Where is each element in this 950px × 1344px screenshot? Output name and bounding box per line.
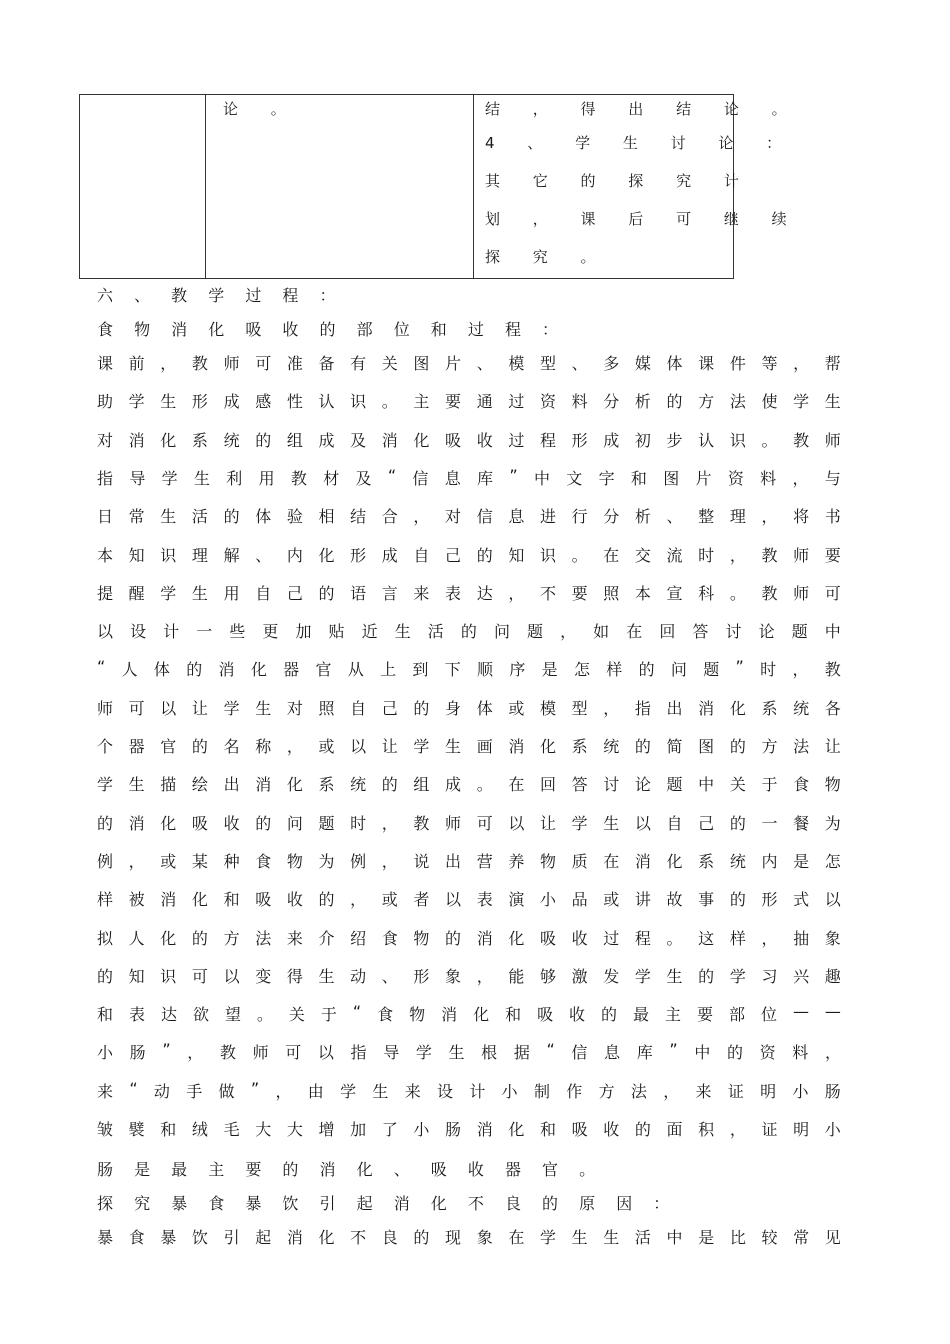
- text-line: 来 “ 动 手 做 ” ， 由 学 生 来 设 计 小 制 作 方 法 ， 来 证 明 小 肠: [97, 1078, 841, 1101]
- text-line: 以 设 计 一 些 更 加 贴 近 生 活 的 问 题 ， 如 在 回 答 讨 论 题 中: [97, 622, 841, 642]
- lesson-table: [79, 94, 801, 279]
- text-line: 对 消 化 系 统 的 组 成 及 消 化 吸 收 过 程 形 成 初 步 认 识 。 教 师: [97, 430, 841, 450]
- text-line: 日 常 生 活 的 体 验 相 结 合 ， 对 信 息 进 行 分 析 、 整 理 ， 将 书: [97, 507, 841, 527]
- table-cell-text: 4 、 学 生 讨 论 ：: [485, 134, 796, 152]
- text-line: 皱 襞 和 绒 毛 大 大 增 加 了 小 肠 消 化 和 吸 收 的 面 积 ， 证 明 小: [97, 1120, 841, 1139]
- table-cell-text: 划 ， 课 后 可 继 续: [485, 210, 801, 228]
- text-line: 样 被 消 化 和 吸 收 的 ， 或 者 以 表 演 小 品 或 讲 故 事 的 形 式 以: [97, 890, 841, 910]
- paragraph-last-line: 肠 是 最 主 要 的 消 化 、 吸 收 器 官 。: [97, 1160, 604, 1179]
- table-cell-text: 论 。: [223, 100, 300, 118]
- text-line: 本 知 识 理 解 、 内 化 形 成 自 己 的 知 识 。 在 交 流 时 ， 教 师 要: [97, 545, 841, 565]
- text-line: “ 人 体 的 消 化 器 官 从 上 到 下 顺 序 是 怎 样 的 问 题 ” 时 ， 教: [97, 657, 841, 680]
- table-cell-text: 其 它 的 探 究 计: [485, 172, 753, 190]
- text-line: 暴 食 暴 饮 引 起 消 化 不 良 的 现 象 在 学 生 生 活 中 是 比 较 常 见: [97, 1228, 841, 1247]
- table-divider: [205, 95, 206, 278]
- table-cell-text: 结 ， 得 出 结 论 。: [485, 100, 801, 118]
- sub-heading: 食 物 消 化 吸 收 的 部 位 和 过 程 ：: [97, 320, 567, 339]
- sub-heading: 探 究 暴 食 暴 饮 引 起 消 化 不 良 的 原 因 ：: [97, 1194, 678, 1213]
- text-line: 和 表 达 欲 望 。 关 于 “ 食 物 消 化 和 吸 收 的 最 主 要 部 位 — —: [97, 1002, 841, 1025]
- text-line: 课 前 ， 教 师 可 准 备 有 关 图 片 、 模 型 、 多 媒 体 课 件 等 ， 帮: [97, 354, 841, 373]
- text-line: 提 醒 学 生 用 自 己 的 语 言 来 表 达 ， 不 要 照 本 宣 科 。 教 师 可: [97, 583, 841, 603]
- text-line: 学 生 描 绘 出 消 化 系 统 的 组 成 。 在 回 答 讨 论 题 中 关 于 食 物: [97, 775, 841, 795]
- text-line: 指 导 学 生 利 用 教 材 及 “ 信 息 库 ” 中 文 字 和 图 片 资 料 ， 与: [97, 465, 841, 488]
- text-line: 小 肠 ” ， 教 师 可 以 指 导 学 生 根 据 “ 信 息 库 ” 中 的 资 料 ，: [97, 1040, 841, 1063]
- text-line: 个 器 官 的 名 称 ， 或 以 让 学 生 画 消 化 系 统 的 简 图 的 方 法 让: [97, 737, 841, 756]
- table-cell-text: 探 究 。: [485, 248, 610, 266]
- text-line: 拟 人 化 的 方 法 来 介 绍 食 物 的 消 化 吸 收 过 程 。 这 样 ， 抽 象: [97, 928, 841, 948]
- text-line: 助 学 生 形 成 感 性 认 识 。 主 要 通 过 资 料 分 析 的 方 法 使 学 生: [97, 392, 841, 412]
- table-divider: [473, 95, 474, 278]
- text-line: 例 ， 或 某 种 食 物 为 例 ， 说 出 营 养 物 质 在 消 化 系 统 内 是 怎: [97, 851, 841, 871]
- text-line: 的 消 化 吸 收 的 问 题 时 ， 教 师 可 以 让 学 生 以 自 己 的 一 餐 为: [97, 813, 841, 833]
- section-heading: 六 、 教 学 过 程 ：: [97, 286, 344, 305]
- text-line: 的 知 识 可 以 变 得 生 动 、 形 象 ， 能 够 激 发 学 生 的 学 习 兴 趣: [97, 966, 841, 986]
- text-line: 师 可 以 让 学 生 对 照 自 己 的 身 体 或 模 型 ， 指 出 消 化 系 统 各: [97, 698, 841, 718]
